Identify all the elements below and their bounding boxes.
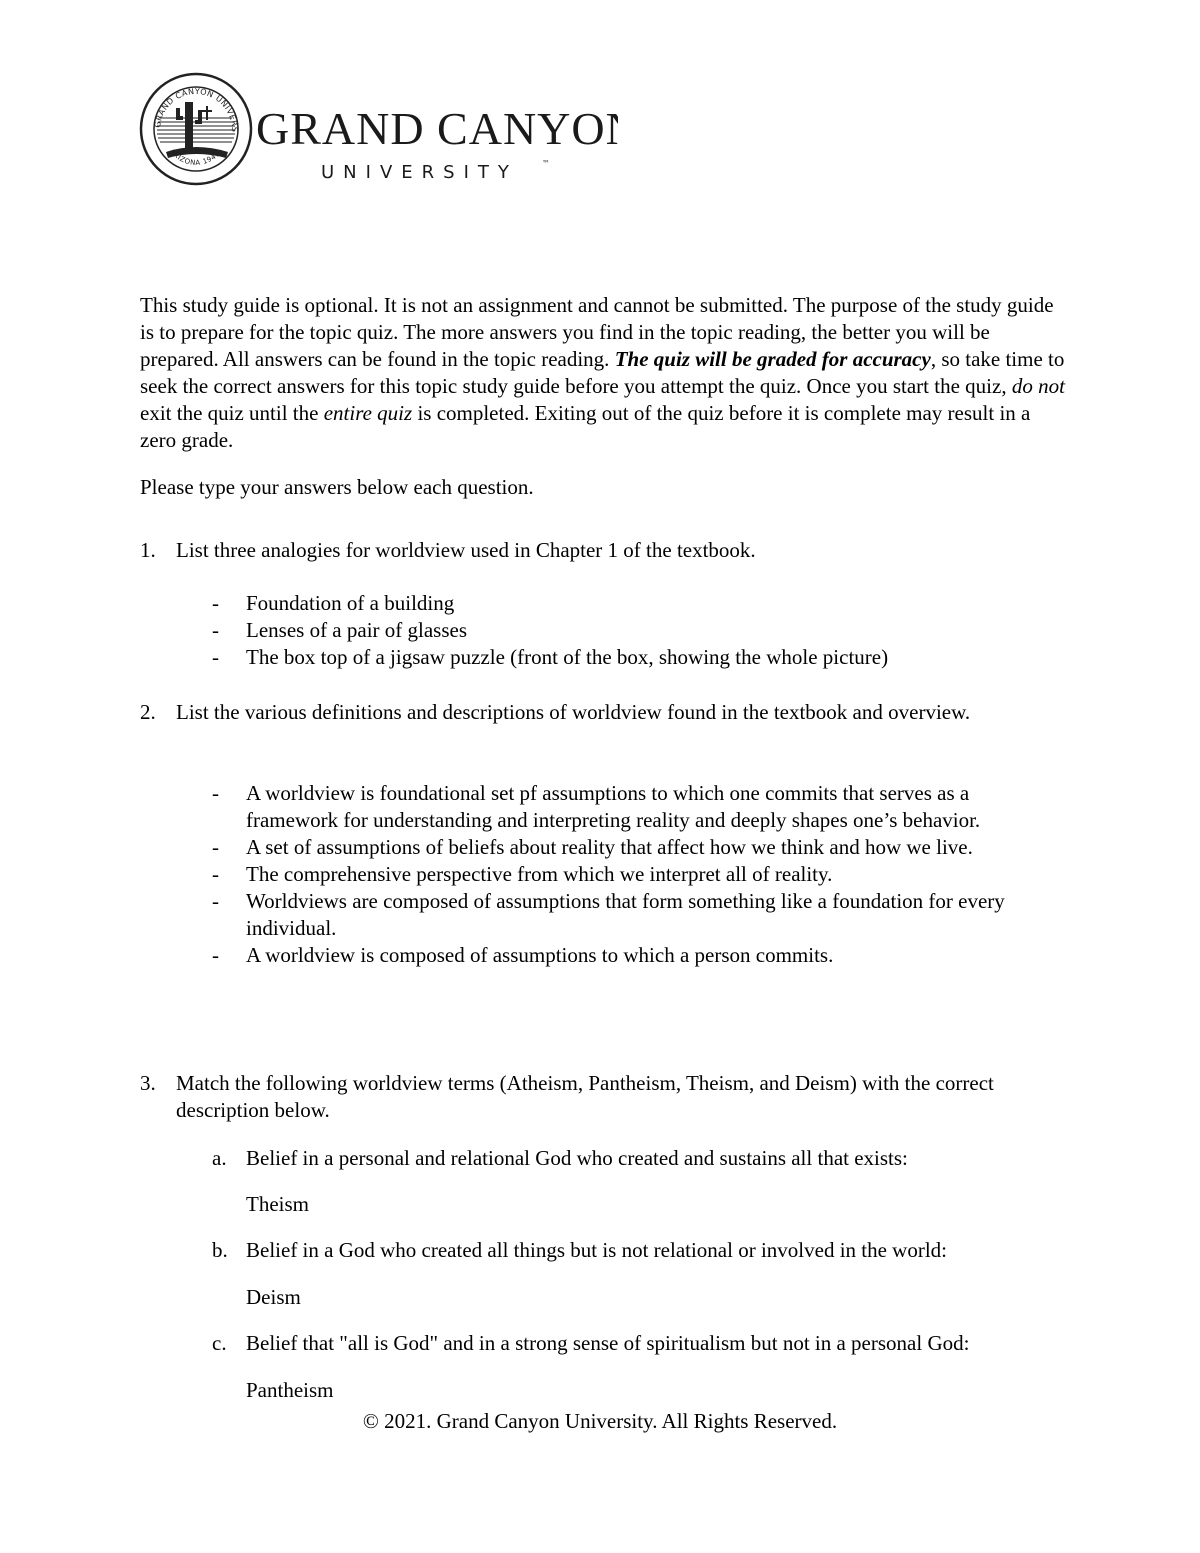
copyright-footer: © 2021. Grand Canyon University. All Rights Reserved. <box>362 1409 838 1433</box>
answer-text: The box top of a jigsaw puzzle (front of the box, showing the whole picture) <box>246 645 889 669</box>
intro-italic-do-not: do not <box>1011 374 1065 398</box>
answer-text: The comprehensive perspective from which we interpret all of reality. <box>246 862 833 886</box>
list-item <box>140 942 1065 969</box>
question-3b <box>140 1237 1065 1264</box>
dash-bullet: - <box>212 645 219 669</box>
answer-3c: Pantheism <box>246 1378 334 1402</box>
list-item <box>140 644 1065 671</box>
answer-3a: Theism <box>246 1192 309 1216</box>
intro-text-3: exit the quiz until the <box>140 401 324 425</box>
list-item <box>140 888 1065 942</box>
university-seal-icon <box>138 72 618 187</box>
question-2 <box>140 699 1065 726</box>
intro-text-4: is completed. Exiting out of the quiz before it is complete may result in a zero grade. <box>140 401 1031 452</box>
question-3a <box>140 1145 1065 1172</box>
question-text: List the various definitions and descriptions of worldview found in the textbook and overview. <box>176 700 971 724</box>
sub-letter: a. <box>212 1146 227 1170</box>
dash-bullet: - <box>212 591 219 615</box>
question-number: 2. <box>140 700 156 724</box>
sub-text: Belief that "all is God" and in a strong sense of spiritualism but not in a personal God: <box>246 1331 970 1355</box>
answer-text: A set of assumptions of beliefs about reality that affect how we think and how we live. <box>246 835 973 859</box>
sub-letter: b. <box>212 1238 228 1262</box>
logo-trademark: ™ <box>542 159 550 168</box>
intro-paragraph <box>140 292 1065 454</box>
list-item <box>140 861 1065 888</box>
list-item <box>140 834 1065 861</box>
answer-text: Foundation of a building <box>246 591 455 615</box>
answer-3b: Deism <box>246 1285 301 1309</box>
logo-name-line1: GRAND CANYON <box>256 103 618 154</box>
answer-text: A worldview is foundational set pf assumptions to which one commits that serves as a framework for understanding and interpreting reality and deeply shapes one’s behavior. <box>246 781 981 832</box>
answer-text: A worldview is composed of assumptions to which a person commits. <box>246 943 834 967</box>
question-3 <box>140 1070 1065 1124</box>
dash-bullet: - <box>212 943 219 967</box>
seal-text-top: GRAND CANYON UNIVERS <box>152 86 240 133</box>
instructions-text: Please type your answers below each question. <box>140 475 534 499</box>
question-3c <box>140 1330 1065 1357</box>
dash-bullet: - <box>212 781 219 805</box>
intro-text-2: , so take time to seek the correct answers for this topic study guide before you attempt the quiz. Once you start the quiz, <box>140 347 1065 398</box>
answer-text: Worldviews are composed of assumptions that form something like a foundation for every individual. <box>246 889 1005 940</box>
question-1-answers <box>140 590 1065 671</box>
question-text: Match the following worldview terms (Atheism, Pantheism, Theism, and Deism) with the correct description below. <box>176 1071 994 1122</box>
logo-name-line2: UNIVERSITY <box>321 162 518 183</box>
dash-bullet: - <box>212 618 219 642</box>
dash-bullet: - <box>212 862 219 886</box>
sub-letter: c. <box>212 1331 227 1355</box>
intro-text-1: This study guide is optional. It is not an assignment and cannot be submitted. The purpose of the study guide is to prepare for the topic quiz. The more answers you find in the topic reading, the better you will be prepared. All answers can be found in the topic reading. <box>140 293 1054 371</box>
dash-bullet: - <box>212 835 219 859</box>
sub-text: Belief in a personal and relational God who created and sustains all that exists: <box>246 1146 908 1170</box>
list-item <box>140 780 1065 834</box>
question-text: List three analogies for worldview used in Chapter 1 of the textbook. <box>176 538 756 562</box>
list-item <box>140 617 1065 644</box>
seal-text-bottom: ARIZONA 1949 <box>168 147 222 167</box>
question-number: 1. <box>140 538 156 562</box>
intro-bold-italic: The quiz will be graded for accuracy <box>614 347 931 371</box>
sub-text: Belief in a God who created all things but is not relational or involved in the world: <box>246 1238 948 1262</box>
question-1 <box>140 537 1065 564</box>
dash-bullet: - <box>212 889 219 913</box>
university-logo <box>138 72 618 187</box>
answer-text: Lenses of a pair of glasses <box>246 618 468 642</box>
question-number: 3. <box>140 1071 156 1095</box>
list-item <box>140 590 1065 617</box>
intro-italic-entire-quiz: entire quiz <box>323 401 413 425</box>
question-2-answers <box>140 780 1065 969</box>
